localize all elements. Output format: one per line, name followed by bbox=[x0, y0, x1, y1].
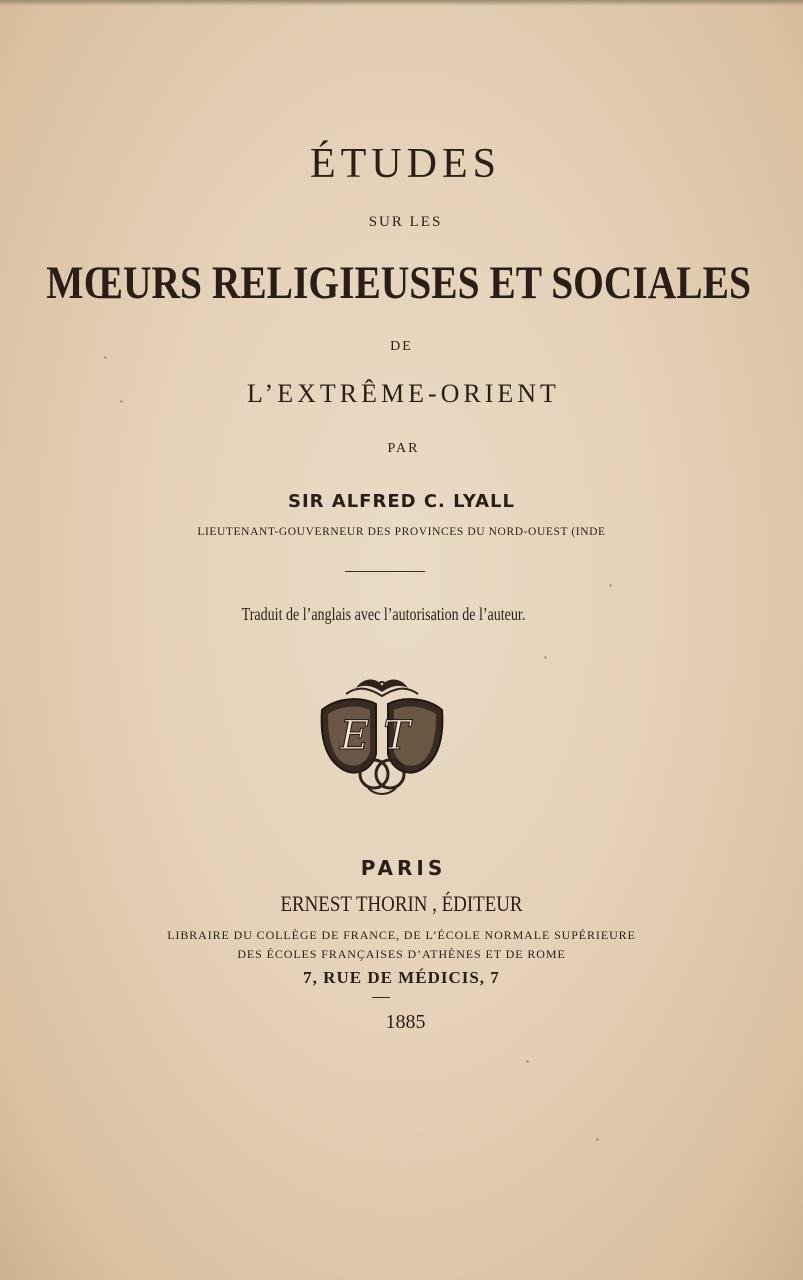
translation-note: Traduit de l’anglais avec l’autorisation de l’auteur. bbox=[241, 604, 526, 624]
imprint-address: 7, RUE DE MÉDICIS, 7 bbox=[303, 968, 500, 987]
title-region: L’EXTRÊME-ORIENT bbox=[247, 379, 560, 408]
by-label: PAR bbox=[387, 441, 420, 456]
title-subject: MŒURS RELIGIEUSES ET SOCIALES bbox=[46, 257, 751, 309]
paper-speck bbox=[526, 1060, 529, 1063]
year-dash bbox=[372, 997, 390, 998]
publisher-emblem-icon bbox=[316, 674, 448, 796]
paper-speck bbox=[104, 356, 107, 359]
title-connector: DE bbox=[390, 339, 413, 354]
imprint-publisher: ERNEST THORIN , ÉDITEUR bbox=[280, 891, 523, 916]
paper-speck bbox=[544, 656, 547, 659]
paper-speck bbox=[120, 400, 123, 403]
author-name: SIR ALFRED C. LYALL bbox=[287, 491, 515, 512]
title-prefix: SUR LES bbox=[368, 214, 443, 230]
emblem-monogram: ET bbox=[340, 713, 424, 759]
imprint-publisher-info-1: LIBRAIRE DU COLLÈGE DE FRANCE, DE L’ÉCOLE NORMALE SUPÉRIEURE bbox=[167, 928, 636, 942]
title-main: ÉTUDES bbox=[310, 141, 501, 187]
imprint-city: PARIS bbox=[360, 856, 447, 880]
imprint-year: 1885 bbox=[385, 1011, 426, 1033]
imprint-publisher-info-2: DES ÉCOLES FRANÇAISES D’ATHÈNES ET DE ROME bbox=[237, 947, 566, 961]
paper-speck bbox=[596, 1138, 599, 1141]
author-title: LIEUTENANT-GOUVERNEUR DES PROVINCES DU NORD-OUEST (INDE bbox=[197, 526, 606, 538]
page-top-edge bbox=[0, 0, 803, 6]
divider-rule bbox=[345, 571, 425, 572]
paper-speck bbox=[609, 584, 612, 587]
